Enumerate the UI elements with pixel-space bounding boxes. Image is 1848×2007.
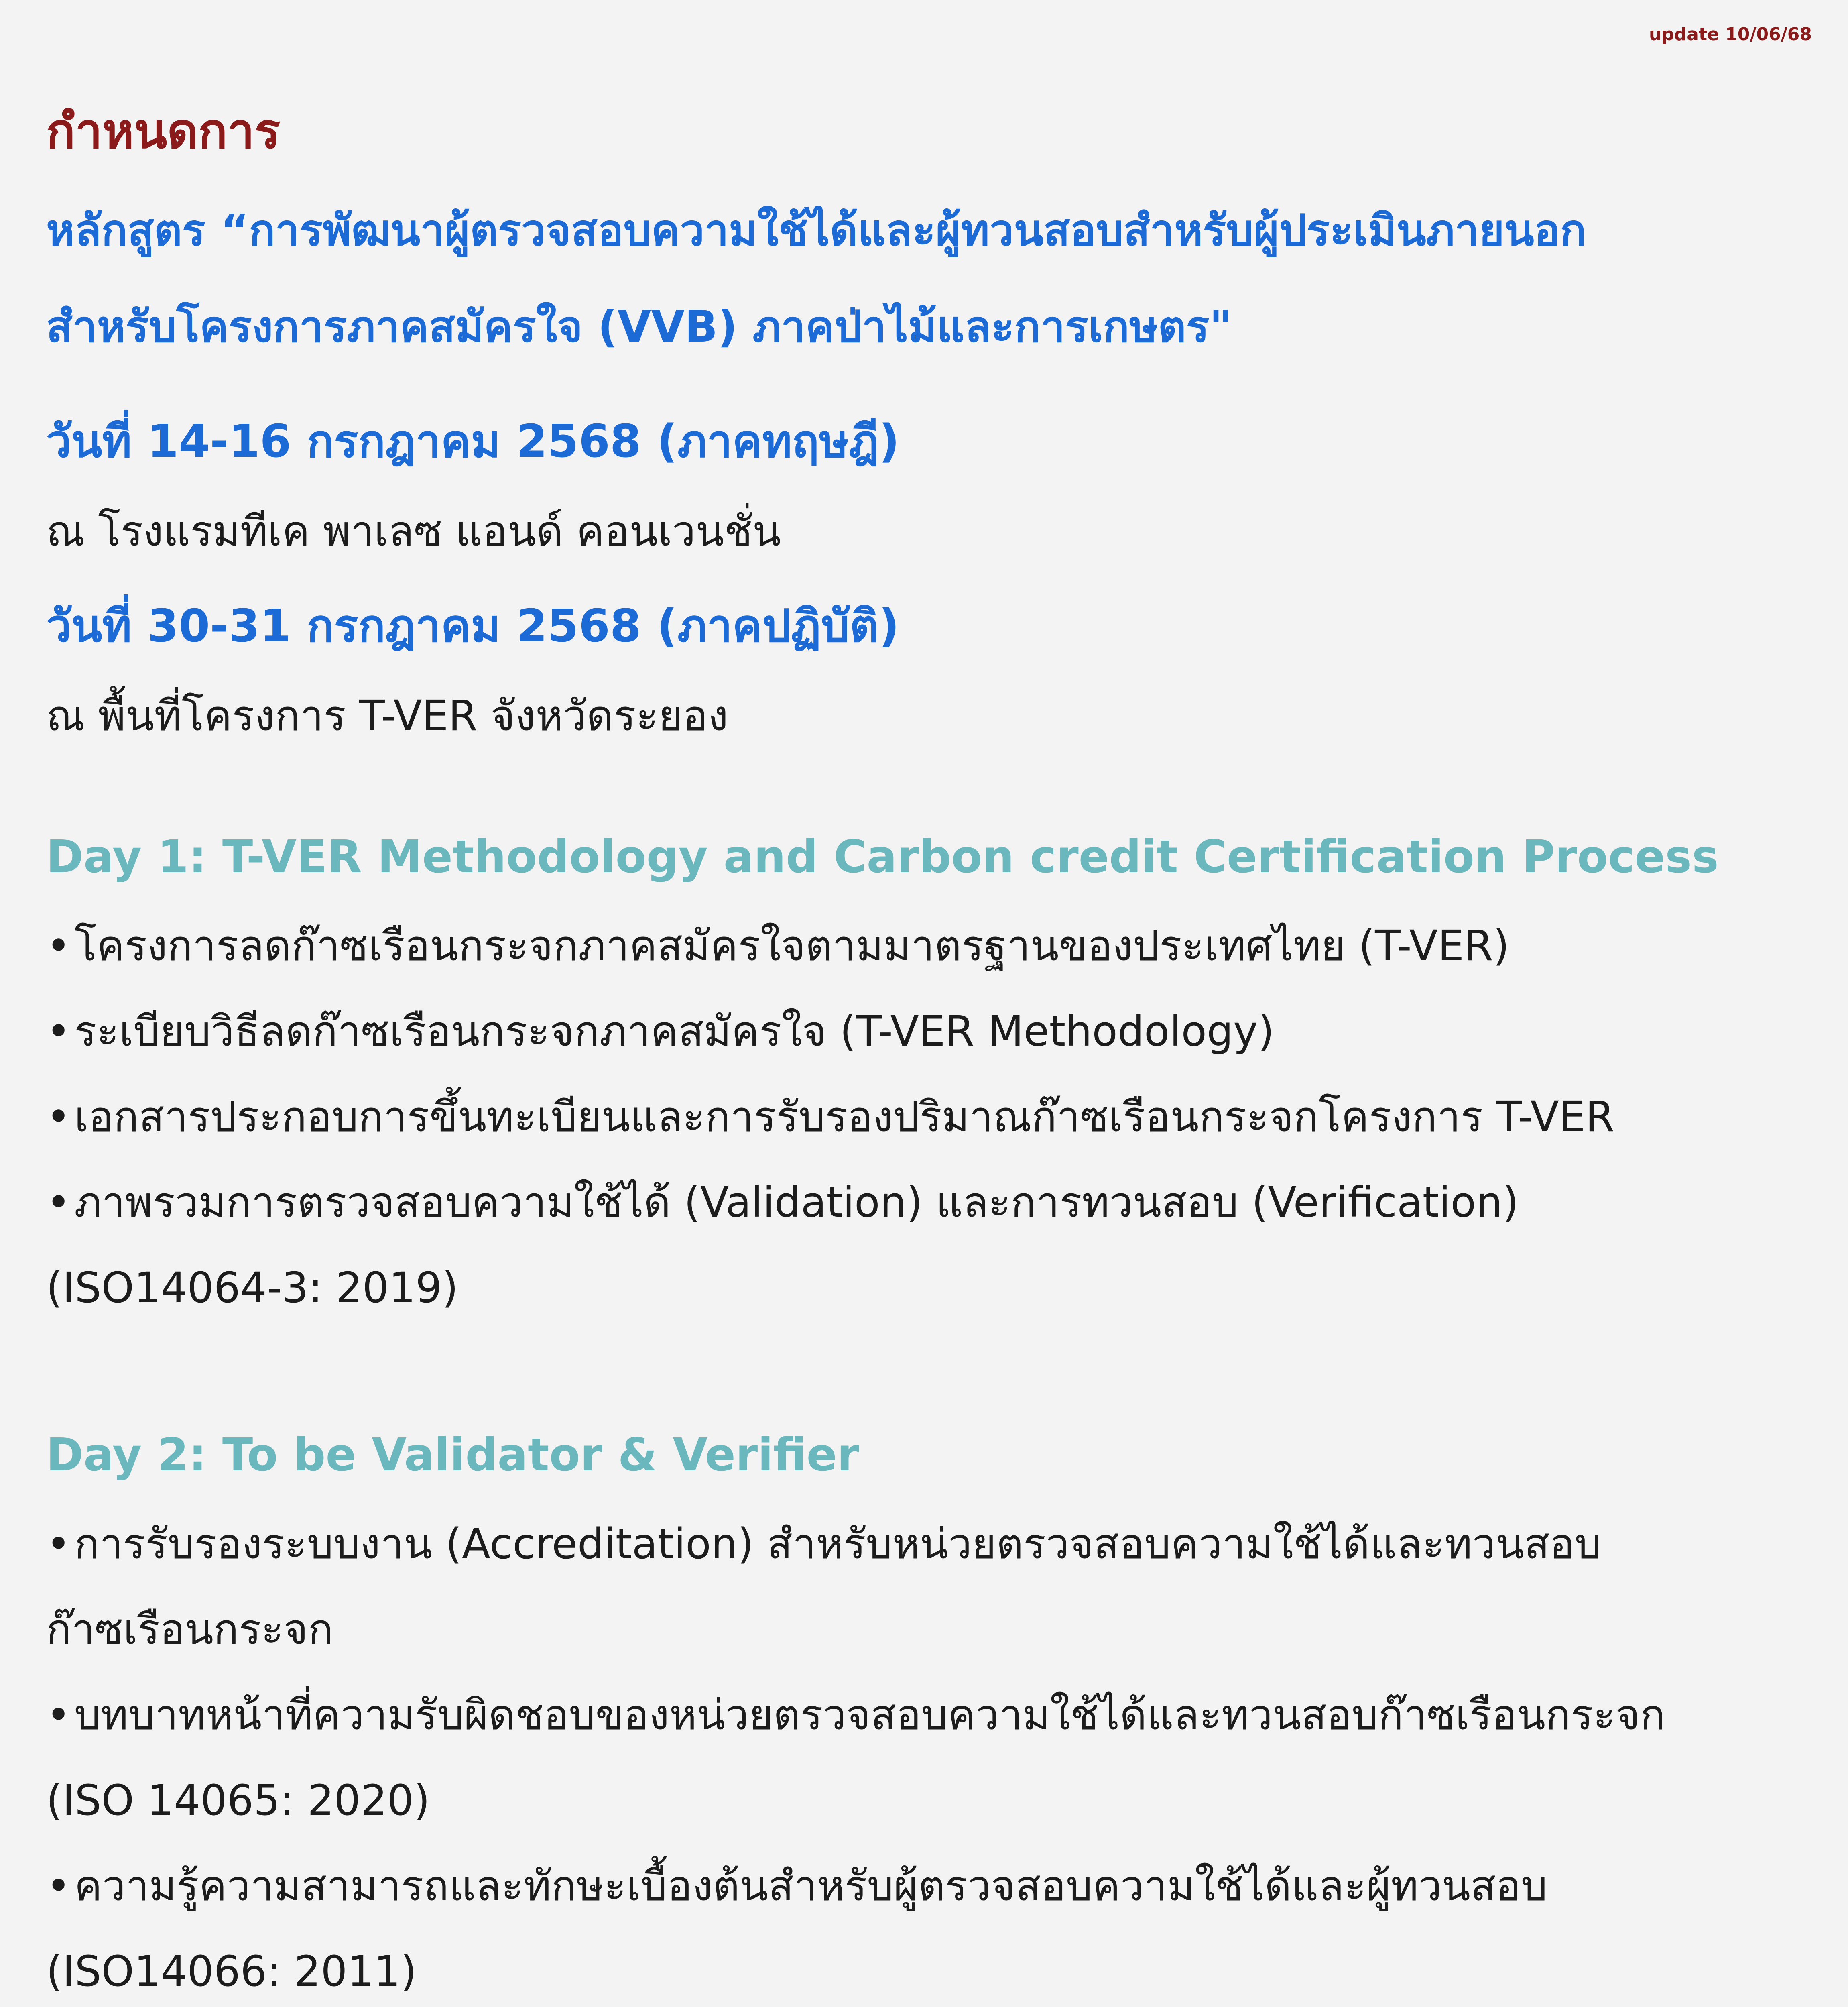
course-title-line-2: สำหรับโครงการภาคสมัครใจ (VVB) ภาคป่าไม้และการเกษตร": [46, 302, 1232, 352]
list-item-continuation: [46, 1587, 1812, 1672]
list-item: [46, 989, 1812, 1074]
course-title: [46, 183, 1812, 375]
list-item-continuation: [46, 1758, 1812, 1843]
list-item: [46, 1672, 1812, 1758]
list-item-continuation: [46, 1929, 1812, 2007]
update-note: update 10/06/68: [1649, 24, 1812, 45]
list-item: [46, 1843, 1812, 1929]
day-1-list: [46, 903, 1812, 1331]
list-item-text: (ISO14064-3: 2019): [46, 1263, 458, 1312]
list-item-text: ก๊าซเรือนกระจก: [46, 1605, 333, 1654]
theory-date: วันที่ 14-16 กรกฎาคม 2568 (ภาคทฤษฎี): [46, 415, 900, 468]
practice-date: วันที่ 30-31 กรกฎาคม 2568 (ภาคปฏิบัติ): [46, 600, 899, 652]
day-2-heading: Day 2: To be Validator & Verifier: [46, 1429, 859, 1481]
page-title: กำหนดการ: [46, 104, 281, 159]
list-item-text: ความรู้ความสามารถและทักษะเบื้องต้นสำหรับผู้ตรวจสอบความใช้ได้และผู้ทวนสอบ: [74, 1861, 1547, 1910]
bullet: •: [46, 921, 71, 970]
practice-venue: ณ พื้นที่โครงการ T-VER จังหวัดระยอง: [46, 691, 728, 740]
day-1-heading: Day 1: T-VER Methodology and Carbon credit Certification Process: [46, 831, 1719, 883]
day-2-list: [46, 1501, 1812, 2007]
list-item-text: (ISO 14065: 2020): [46, 1776, 430, 1825]
list-item-text: ระเบียบวิธีลดก๊าซเรือนกระจกภาคสมัครใจ (T-VER Methodology): [74, 1007, 1275, 1056]
course-title-line-1: หลักสูตร “การพัฒนาผู้ตรวจสอบความใช้ได้และผู้ทวนสอบสำหรับผู้ประเมินภายนอก: [46, 206, 1586, 256]
list-item: [46, 1501, 1812, 1587]
list-item: [46, 903, 1812, 989]
theory-venue: ณ โรงแรมทีเค พาเลซ แอนด์ คอนเวนชั่น: [46, 507, 781, 556]
list-item-text: (ISO14066: 2011): [46, 1947, 417, 1996]
list-item-text: ภาพรวมการตรวจสอบความใช้ได้ (Validation) และการทวนสอบ (Verification): [74, 1178, 1519, 1227]
bullet: •: [46, 1178, 71, 1227]
bullet: •: [46, 1007, 71, 1056]
list-item: [46, 1160, 1812, 1245]
list-item: [46, 1074, 1812, 1160]
list-item-text: บทบาทหน้าที่ความรับผิดชอบของหน่วยตรวจสอบความใช้ได้และทวนสอบก๊าซเรือนกระจก: [74, 1690, 1665, 1739]
list-item-continuation: [46, 1245, 1812, 1331]
bullet: •: [46, 1690, 71, 1739]
list-item-text: โครงการลดก๊าซเรือนกระจกภาคสมัครใจตามมาตรฐานของประเทศไทย (T-VER): [74, 921, 1510, 970]
list-item-text: เอกสารประกอบการขึ้นทะเบียนและการรับรองปริมาณก๊าซเรือนกระจกโครงการ T-VER: [74, 1092, 1614, 1141]
bullet: •: [46, 1861, 71, 1910]
bullet: •: [46, 1519, 71, 1568]
list-item-text: การรับรองระบบงาน (Accreditation) สำหรับหน่วยตรวจสอบความใช้ได้และทวนสอบ: [74, 1519, 1601, 1568]
bullet: •: [46, 1092, 71, 1141]
